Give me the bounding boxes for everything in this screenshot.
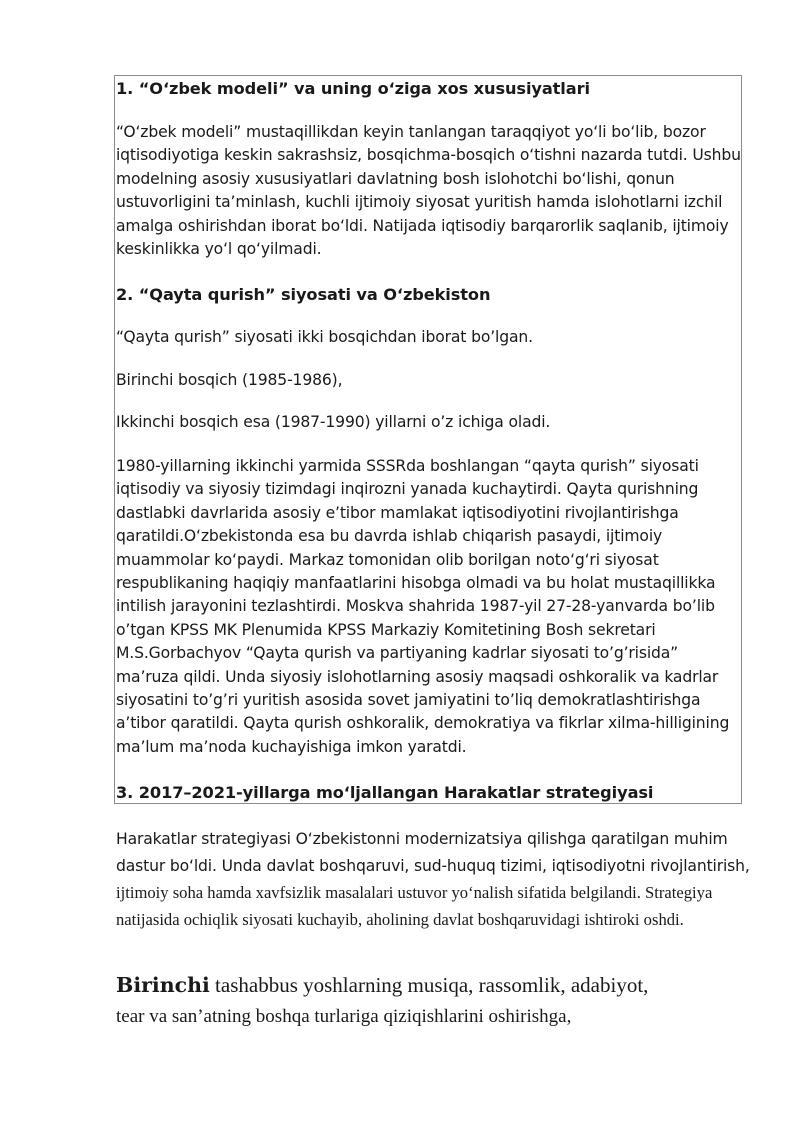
section-3-paragraph [116,826,756,934]
section-4-paragraph [116,970,756,1032]
section-2-line-1: “Qayta qurish” siyosati ikki bosqichdan iborat bo’lgan. [116,328,533,346]
section-4-text-line-2: tear va san’atning boshqa turlariga qiziqishlarini oshirishga, [116,1006,572,1027]
section-1-paragraph: “O‘zbek modeli” mustaqillikdan keyin tanlangan taraqqiyot yo‘li bo‘lib, bozor iqtisodiyotiga keskin sakrashsiz, bosqichma-bosqich o‘tishni nazarda tutdi. Ushbu modelning asosiy xususiyatlari davlatning bosh islohotchi bo‘lishi, qonun ustuvorligini ta’minlash, kuchli ijtimoiy siyosat yuritish hamda islohotlarni izchil amalga oshirishdan iborat bo‘ldi. Natijada iqtisodiy barqarorlik saqlanib, ijtimoiy keskinlikka yo‘l qo‘yilmadi. [116,123,741,259]
section-1-heading: 1. “O‘zbek modeli” va uning o‘ziga xos xususiyatlari [116,79,590,98]
section-2-paragraph: 1980-yillarning ikkinchi yarmida SSSRda boshlangan “qayta qurish” siyosati iqtisodiy va siyosiy tizimdagi inqirozni yanada kuchaytirdi. Qayta qurishning dastlabki davrlarida asosiy e’tibor mamlakat iqtisodiyotini rivojlantirishga qaratildi.O‘zbekistonda esa bu davrda ishlab chiqarish pasaydi, ijtimoiy muammolar ko‘paydi. Markaz tomonidan olib borilgan noto‘g‘ri siyosat respublikaning haqiqiy manfaatlarini hisobga olmadi va bu holat mustaqillikka intilish jarayonini tezlashtirdi. Moskva shahrida 1987-yil 27-28-yanvarda bo’lib o’tgan KPSS MK Plenumida KPSS Markaziy Komitetining Bosh sekretari M.S.Gorbachyov “Qayta qurish va partiyaning kadrlar siyosati to’g’risida” ma’ruza qildi. Unda siyosiy islohotlarning asosiy maqsadi oshkoralik va kadrlar siyosatini to’g’ri yuritish asosida sovet jamiyatini to’liq demokratlashtirishga a’tibor qaratildi. Qayta qurish oshkoralik, demokratiya va fikrlar xilma-hilligining ma’lum ma’noda kuchayishiga imkon yaratdi. [116,457,730,756]
section-3-heading: 3. 2017–2021-yillarga mo‘ljallangan Harakatlar strategiyasi [116,783,654,802]
section-2-line-2: Birinchi bosqich (1985-1986), [116,371,343,389]
section-4-text-line-1: tashabbus yoshlarning musiqa, rassomlik, adabiyot, [209,973,649,997]
section-4-bold-word: Birinchi [116,973,210,997]
section-2-heading: 2. “Qayta qurish” siyosati va O‘zbekiston [116,285,491,304]
section-2-line-3: Ikkinchi bosqich esa (1987-1990) yillarni o’z ichiga oladi. [116,413,551,431]
section-3-paragraph-sans: Harakatlar strategiyasi O‘zbekistonni modernizatsiya qilishga qaratilgan muhim dastur bo‘ldi. Unda davlat boshqaruvi, sud-huquq tizimi, iqtisodiyotni rivojlantirish, [116,830,750,875]
section-3-paragraph-serif: ijtimoiy soha hamda xavfsizlik masalalari ustuvor yo‘nalish sifatida belgilandi. Strategiya natijasida ochiqlik siyosati kuchayib, aholining davlat boshqaruvidagi ishtiroki oshdi. [116,883,713,929]
